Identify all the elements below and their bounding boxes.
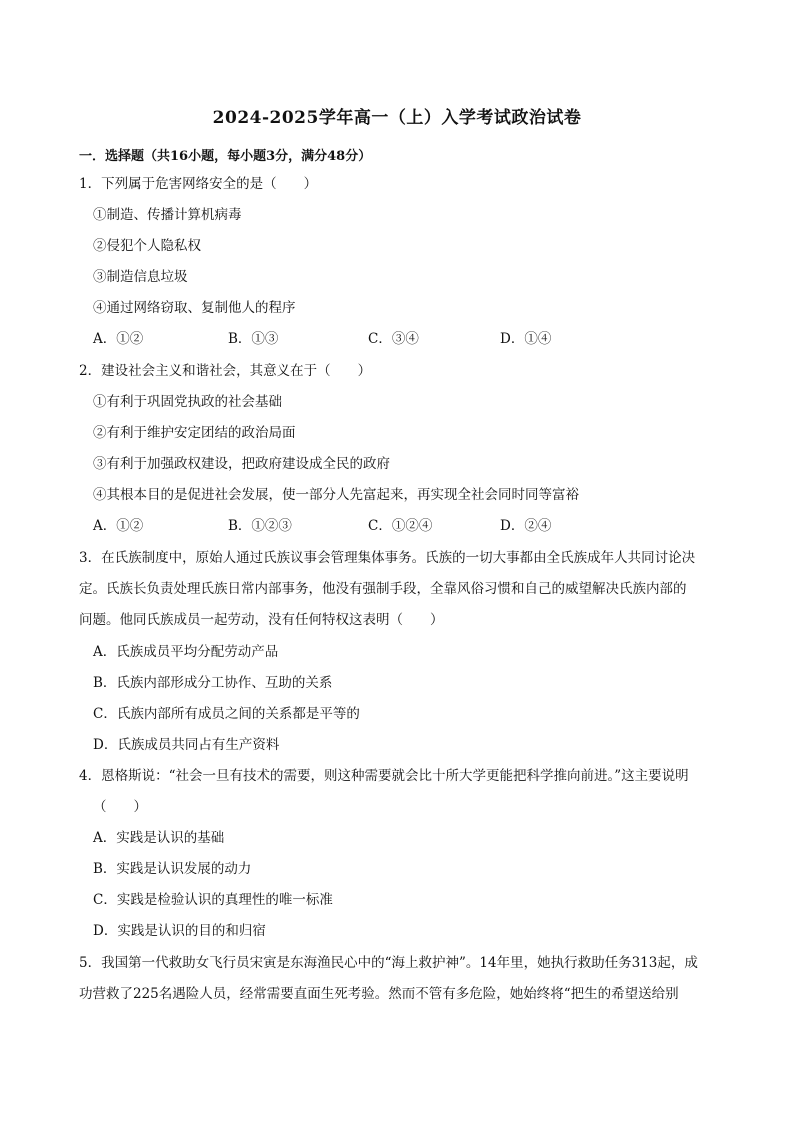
section-heading: 一．选择题（共16小题，每小题3分，满分48分） (79, 149, 372, 164)
q2-option-c: C．①②④ (368, 518, 433, 534)
q1-option-d: D．①④ (500, 331, 552, 347)
q1-item-2: ②侵犯个人隐私权 (93, 238, 201, 254)
q3-stem-line-1: 3．在氏族制度中，原始人通过氏族议事会管理集体事务。氏族的一切大事都由全氏族成年人共同讨论决 (79, 550, 696, 566)
q4-option-b: B．实践是认识发展的动力 (93, 861, 252, 877)
q1-item-3: ③制造信息垃圾 (93, 269, 188, 285)
q4-stem-line-2: （ ） (93, 799, 147, 815)
q4-option-a: A．实践是认识的基础 (93, 830, 225, 846)
q5-stem-line-2: 功营救了225名遇险人员，经常需要直面生死考验。然而不管有多危险，她始终将“把生的希望送给别 (79, 986, 679, 1002)
q3-option-c: C．氏族内部所有成员之间的关系都是平等的 (93, 706, 360, 722)
q4-stem-line-1: 4．恩格斯说：“社会一旦有技术的需要，则这种需要就会比十所大学更能把科学推向前进。”这主要说明 (79, 768, 689, 784)
q2-option-d: D．②④ (500, 518, 552, 534)
q2-item-1: ①有利于巩固党执政的社会基础 (93, 394, 282, 410)
q2-item-4: ④其根本目的是促进社会发展，使一部分人先富起来，再实现全社会同时同等富裕 (93, 487, 579, 503)
q4-option-d: D．实践是认识的目的和归宿 (93, 923, 266, 939)
q2-option-a: A．①② (93, 518, 144, 534)
q3-option-a: A．氏族成员平均分配劳动产品 (93, 644, 279, 660)
q3-stem-line-2: 定。氏族长负责处理氏族日常内部事务，他没有强制手段，全靠风俗习惯和自己的威望解决氏族内部的 (79, 581, 687, 597)
q3-option-d: D．氏族成员共同占有生产资料 (93, 737, 280, 753)
q2-option-b: B．①②③ (228, 518, 292, 534)
q3-option-b: B．氏族内部形成分工协作、互助的关系 (93, 675, 333, 691)
q1-item-4: ④通过网络窃取、复制他人的程序 (93, 300, 296, 316)
q2-stem: 2．建设社会主义和谐社会，其意义在于（ ） (79, 363, 372, 379)
q1-option-c: C．③④ (368, 331, 419, 347)
q1-item-1: ①制造、传播计算机病毒 (93, 207, 242, 223)
q1-stem: 1．下列属于危害网络安全的是（ ） (79, 176, 318, 192)
q2-item-2: ②有利于维护安定团结的政治局面 (93, 425, 296, 441)
q5-stem-line-1: 5．我国第一代救助女飞行员宋寅是东海渔民心中的“海上救护神”。14年里，她执行救助任务313起，成 (79, 955, 698, 971)
q3-stem-line-3: 问题。他同氏族成员一起劳动，没有任何特权这表明（ ） (79, 612, 444, 628)
exam-title: 2024-2025学年高一（上）入学考试政治试卷 (212, 108, 582, 128)
q2-item-3: ③有利于加强政权建设，把政府建设成全民的政府 (93, 456, 390, 472)
q1-option-a: A．①② (93, 331, 144, 347)
q1-option-b: B．①③ (228, 331, 279, 347)
q4-option-c: C．实践是检验认识的真理性的唯一标准 (93, 892, 333, 908)
